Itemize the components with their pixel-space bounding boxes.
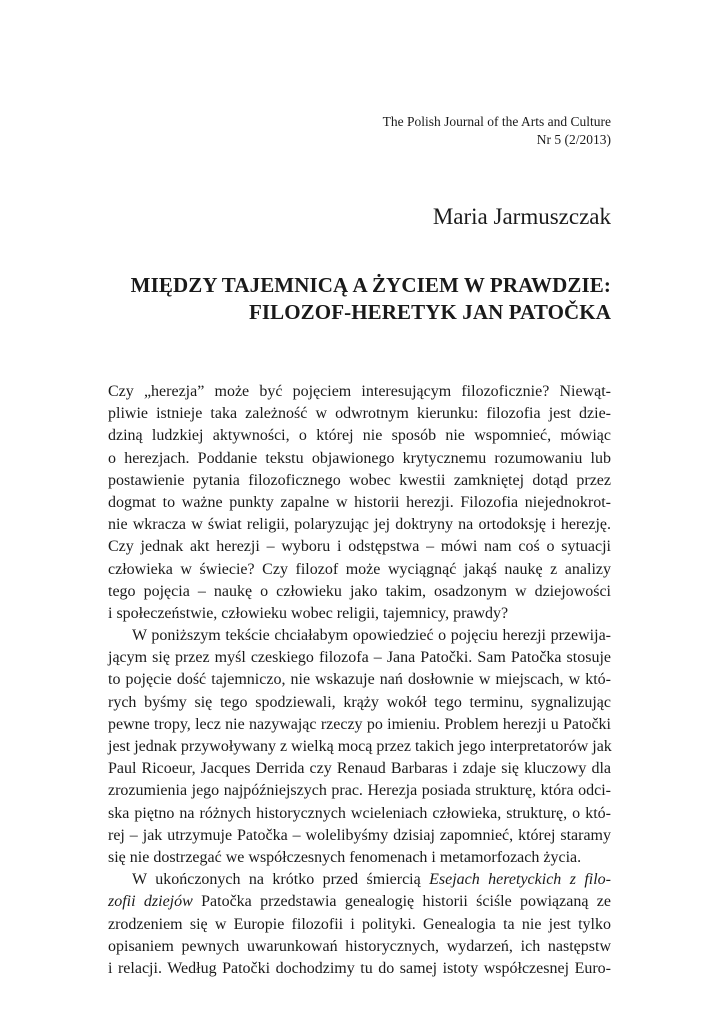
body-line: i społeczeństwie, człowieku wobec religii, tajemnicy, prawdy? — [108, 604, 509, 622]
body-line: zrozumienia jego najpóźniejszych prac. Herezja posiada strukturę, która odci- — [108, 782, 611, 800]
body-line: to pojęcie dość tajemniczo, nie wskazuje nań dosłownie w miejscach, w któ- — [108, 671, 611, 689]
title-line: FILOZOF-HERETYK JAN PATOČKA — [248, 300, 611, 324]
body-line: postawienie pytania filozoficznego wobec kwestii zamkniętej dotąd przez — [108, 471, 611, 489]
body-line: dziną ludzkiej aktywności, o której nie sposób nie wspomnieć, mówiąc — [108, 427, 611, 445]
book-title-italic: zofii dziejów — [108, 893, 193, 911]
body-line: rych byśmy się tego spodziewali, krąży wokół tego terminu, sygnalizując — [108, 693, 611, 711]
body-line — [108, 869, 611, 891]
journal-issue: Nr 5 (2/2013) — [536, 132, 611, 147]
body-text-segment: W ukończonych na krótko przed śmiercią — [132, 871, 430, 889]
body-line: nie wkracza w świat religii, polaryzując jej doktryny na ortodoksję i herezję. — [108, 516, 611, 534]
body-line: o herezjach. Poddanie tekstu objawionego krytycznemu rozumowaniu lub — [108, 449, 611, 467]
journal-header — [383, 113, 611, 149]
author-name: Maria Jarmuszczak — [432, 204, 611, 229]
body-line: ska piętno na różnych historycznych wcieleniach człowieka, strukturę, o któ- — [108, 804, 611, 822]
article-body — [108, 381, 611, 980]
article-title — [131, 272, 611, 326]
body-text-segment: Patočka przedstawia genealogię historii ściśle powiązaną ze — [192, 893, 612, 911]
journal-name: The Polish Journal of the Arts and Culture — [382, 114, 611, 129]
body-line: i relacji. Według Patočki dochodzimy tu do samej istoty współczesnej Euro- — [108, 959, 611, 977]
body-line: dogmat to ważne punkty zapalne w historii herezji. Filozofia niejednokrot- — [108, 493, 611, 511]
body-line: Czy jednak akt herezji – wyboru i odstępstwa – mówi nam coś o sytuacji — [108, 538, 611, 556]
body-line: jest jednak przywoływany z wielką mocą przez takich jego interpretatorów jak — [108, 738, 612, 755]
title-line: MIĘDZY TAJEMNICĄ A ŻYCIEM W PRAWDZIE: — [130, 273, 611, 297]
body-line: się nie dostrzegać we współczesnych fenomenach i metamorfozach życia. — [108, 848, 582, 866]
body-line: pewne tropy, lecz nie nazywając rzeczy po imieniu. Problem herezji u Patočki — [108, 715, 611, 733]
body-line: jącym się przez myśl czeskiego filozofa – Jana Patočki. Sam Patočka stosuje — [108, 649, 611, 667]
book-title-italic: Esejach heretyckich z filo- — [429, 871, 612, 889]
body-line: tego pojęcia – naukę o człowieku jako takim, osadzonym w dziejowości — [108, 582, 611, 600]
body-line: opisaniem pewnych uwarunkowań historycznych, wydarzeń, ich następstw — [108, 937, 611, 955]
body-line — [108, 891, 611, 913]
body-line: rej – jak utrzymuje Patočka – wolelibyśmy dzisiaj zapomnieć, której staramy — [108, 826, 611, 844]
body-line: Czy „herezja” może być pojęciem interesującym filozoficznie? Niewąt- — [108, 383, 611, 400]
body-line: Paul Ricoeur, Jacques Derrida czy Renaud Barbaras i zdaje się kluczowy dla — [108, 760, 611, 778]
body-line: człowieka w świecie? Czy filozof może wyciągnąć jakąś naukę z analizy — [108, 560, 611, 578]
body-line: W poniższym tekście chciałabym opowiedzieć o pojęciu herezji przewija- — [132, 627, 611, 645]
body-line: pliwie istnieje taka zależność w odwrotnym kierunku: filozofia jest dzie- — [108, 405, 611, 423]
body-line: zrodzeniem się w Europie filozofii i polityki. Genealogia ta nie jest tylko — [108, 915, 611, 933]
